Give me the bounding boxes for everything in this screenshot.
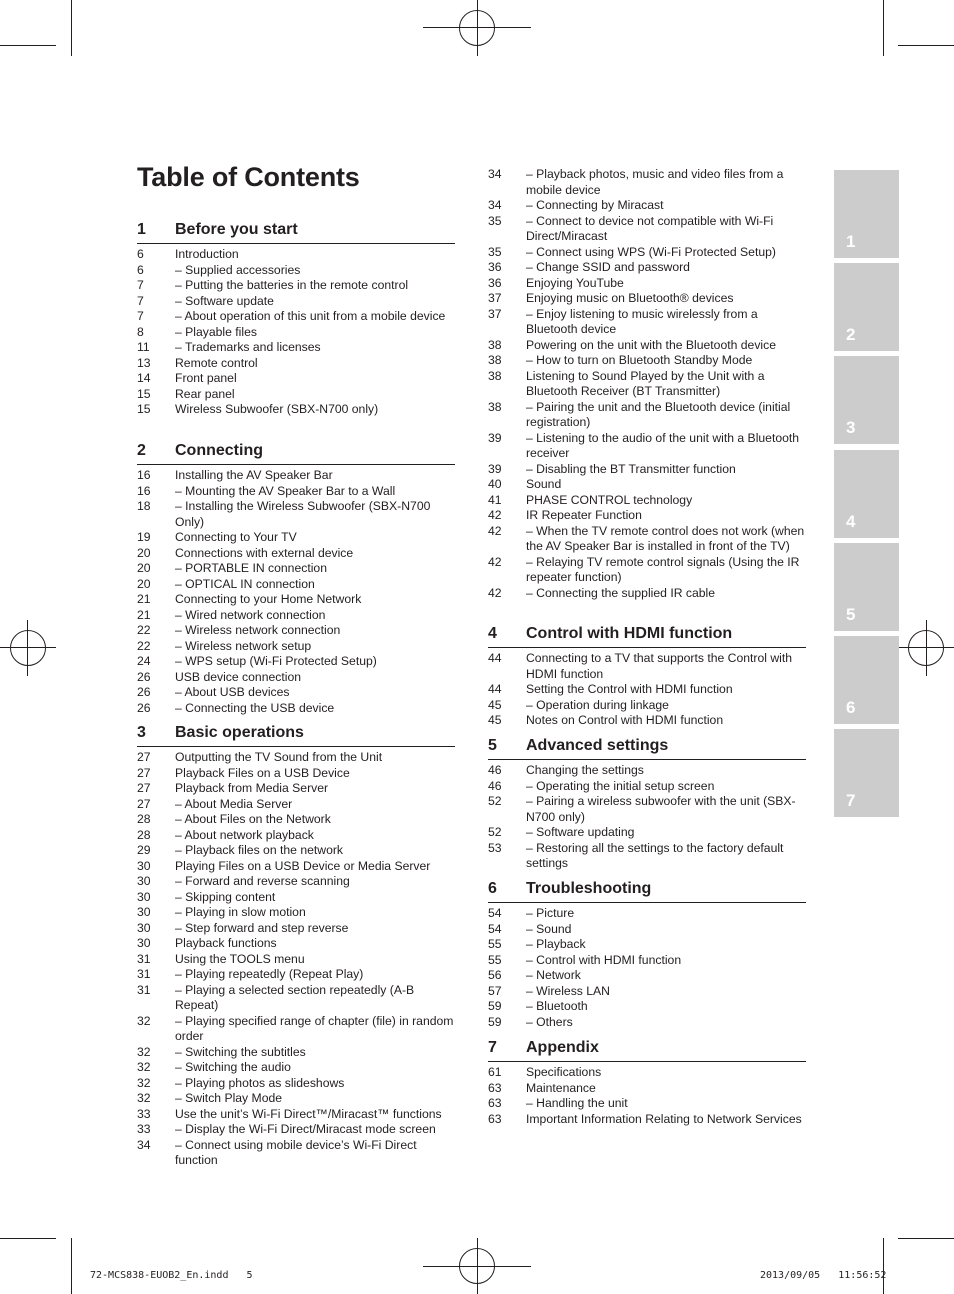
entry-text: Enjoying YouTube bbox=[526, 275, 624, 290]
entry-text: – Picture bbox=[526, 906, 575, 920]
entry-page-number: 57 bbox=[488, 983, 502, 998]
entry-text: – Connecting the supplied IR cable bbox=[526, 585, 716, 600]
entry-page-number: 55 bbox=[488, 937, 502, 951]
entry-page-number: 29 bbox=[137, 843, 151, 857]
entry-text: Enjoying music on Bluetooth® devices bbox=[526, 291, 734, 305]
entry-page-number: 27 bbox=[137, 781, 151, 795]
entry-page-number: 16 bbox=[137, 483, 151, 498]
entry-text: – Listening to the audio of the unit with a Bluetooth receiver bbox=[526, 430, 800, 460]
entry-page-number: 32 bbox=[137, 1075, 151, 1090]
entry-text: – Playing photos as slideshows bbox=[175, 1075, 345, 1090]
entry-page-number: 30 bbox=[137, 920, 151, 935]
section-heading bbox=[137, 442, 455, 465]
entry-text: – Pairing the unit and the Bluetooth device (initial registration) bbox=[526, 399, 791, 429]
entry-text: – Relaying TV remote control signals (Using the IR repeater function) bbox=[526, 554, 800, 584]
entry-text: – Connecting by Miracast bbox=[526, 198, 664, 212]
entry-text: – Operation during linkage bbox=[526, 697, 669, 712]
entry-page-number: 54 bbox=[488, 921, 502, 936]
entry-page-number: 21 bbox=[137, 607, 151, 622]
section-title: Troubleshooting bbox=[526, 880, 652, 897]
entry-text: Important Information Relating to Network Services bbox=[526, 1111, 802, 1126]
entry-text: – Software updating bbox=[526, 825, 635, 839]
section-number: 2 bbox=[137, 442, 146, 459]
entry-text: – Enjoy listening to music wirelessly from a Bluetooth device bbox=[526, 306, 758, 336]
entry-text: PHASE CONTROL technology bbox=[526, 492, 693, 507]
chapter-tab-4[interactable] bbox=[834, 450, 899, 538]
entry-text: – Playback bbox=[526, 937, 586, 951]
entry-page-number: 32 bbox=[137, 1013, 151, 1028]
chapter-tab-number: 3 bbox=[846, 418, 856, 437]
entry-page-number: 33 bbox=[137, 1106, 151, 1121]
entry-text: – Supplied accessories bbox=[175, 262, 301, 277]
entry-page-number: 6 bbox=[137, 247, 144, 261]
entry-page-number: 35 bbox=[488, 244, 502, 259]
entry-page-number: 36 bbox=[488, 260, 502, 274]
entry-page-number: 7 bbox=[137, 293, 144, 308]
entry-page-number: 22 bbox=[137, 623, 151, 637]
entry-page-number: 42 bbox=[488, 523, 502, 538]
entry-text: – Connect to device not compatible with Wi-Fi Direct/Miracast bbox=[526, 213, 774, 243]
entry-text: Specifications bbox=[526, 1065, 602, 1079]
entry-page-number: 31 bbox=[137, 967, 151, 981]
entry-text: – Connect using mobile device’s Wi-Fi Direct function bbox=[175, 1137, 417, 1167]
entry-text: – How to turn on Bluetooth Standby Mode bbox=[526, 353, 753, 367]
entry-page-number: 39 bbox=[488, 461, 502, 476]
entry-text: – Others bbox=[526, 1014, 573, 1029]
entry-text: – Playable files bbox=[175, 324, 257, 339]
entry-text: – Trademarks and licenses bbox=[175, 340, 321, 354]
chapter-tab-number: 7 bbox=[846, 791, 856, 810]
entry-page-number: 63 bbox=[488, 1111, 502, 1126]
entry-text: Setting the Control with HDMI function bbox=[526, 682, 733, 696]
section-heading bbox=[488, 625, 806, 648]
chapter-tab-number: 2 bbox=[846, 325, 856, 344]
entry-page-number: 52 bbox=[488, 825, 502, 839]
entry-text: Connecting to Your TV bbox=[175, 530, 297, 544]
section-number: 1 bbox=[137, 221, 146, 238]
entry-text: – About USB devices bbox=[175, 685, 290, 699]
entry-page-number: 27 bbox=[137, 765, 151, 780]
entry-text: – Switch Play Mode bbox=[175, 1091, 283, 1105]
entry-text: – Skipping content bbox=[175, 889, 276, 904]
entry-text: – About Media Server bbox=[175, 796, 293, 811]
entry-page-number: 45 bbox=[488, 713, 502, 727]
entry-text: Playback functions bbox=[175, 936, 277, 950]
entry-page-number: 46 bbox=[488, 778, 502, 793]
chapter-tab-number: 1 bbox=[846, 232, 856, 251]
entry-text: Wireless Subwoofer (SBX-N700 only) bbox=[175, 402, 379, 416]
entry-text: – Playback files on the network bbox=[175, 843, 344, 857]
section-number: 4 bbox=[488, 625, 497, 642]
entry-page-number: 37 bbox=[488, 306, 502, 321]
section-title: Advanced settings bbox=[526, 737, 669, 754]
section-heading bbox=[488, 880, 806, 903]
entry-text: – Wireless network connection bbox=[175, 623, 341, 637]
section-title: Basic operations bbox=[175, 724, 304, 741]
section-heading bbox=[488, 737, 806, 760]
entry-page-number: 27 bbox=[137, 796, 151, 811]
entry-page-number: 44 bbox=[488, 651, 502, 665]
section-title: Connecting bbox=[175, 442, 263, 459]
entry-text: – Switching the audio bbox=[175, 1060, 291, 1074]
entry-text: Installing the AV Speaker Bar bbox=[175, 468, 333, 482]
entry-page-number: 26 bbox=[137, 700, 151, 715]
entry-text: – Software update bbox=[175, 293, 274, 308]
entry-page-number: 42 bbox=[488, 554, 502, 569]
entry-page-number: 55 bbox=[488, 952, 502, 967]
entry-text: Powering on the unit with the Bluetooth device bbox=[526, 337, 777, 352]
entry-text: – Playing specified range of chapter (file) in random order bbox=[175, 1013, 454, 1043]
entry-text: – WPS setup (Wi-Fi Protected Setup) bbox=[175, 654, 377, 668]
entry-page-number: 41 bbox=[488, 492, 502, 507]
entry-page-number: 33 bbox=[137, 1122, 151, 1136]
entry-page-number: 20 bbox=[137, 545, 151, 560]
entry-text: – Restoring all the settings to the factory default settings bbox=[526, 840, 784, 870]
entry-page-number: 30 bbox=[137, 905, 151, 919]
entry-page-number: 15 bbox=[137, 386, 151, 401]
entry-text: – Playing a selected section repeatedly (A-B Repeat) bbox=[175, 982, 415, 1012]
entry-page-number: 15 bbox=[137, 402, 151, 416]
entry-text: Use the unit’s Wi-Fi Direct™/Miracast™ functions bbox=[175, 1106, 442, 1121]
chapter-tab-number: 6 bbox=[846, 698, 856, 717]
entry-text: – Network bbox=[526, 968, 581, 982]
entry-text: Front panel bbox=[175, 371, 237, 385]
entry-page-number: 7 bbox=[137, 309, 144, 323]
chapter-tab-3[interactable] bbox=[834, 356, 899, 444]
entry-text: Connecting to your Home Network bbox=[175, 592, 362, 606]
entry-text: Listening to Sound Played by the Unit with a Bluetooth Receiver (BT Transmitter) bbox=[526, 368, 765, 398]
entry-text: Maintenance bbox=[526, 1080, 596, 1095]
entry-text: – OPTICAL IN connection bbox=[175, 576, 315, 591]
entry-text: – Sound bbox=[526, 921, 572, 936]
entry-text: Rear panel bbox=[175, 386, 235, 401]
entry-page-number: 21 bbox=[137, 592, 151, 606]
entry-text: – Step forward and step reverse bbox=[175, 920, 349, 935]
entry-page-number: 44 bbox=[488, 682, 502, 696]
chapter-tab-6[interactable] bbox=[834, 636, 899, 724]
entry-page-number: 42 bbox=[488, 585, 502, 600]
entry-text: Notes on Control with HDMI function bbox=[526, 713, 724, 727]
entry-page-number: 30 bbox=[137, 858, 151, 873]
section-number: 5 bbox=[488, 737, 497, 754]
entry-text: Introduction bbox=[175, 247, 239, 261]
entry-page-number: 22 bbox=[137, 638, 151, 653]
section-heading bbox=[137, 221, 455, 244]
entry-text: Remote control bbox=[175, 355, 258, 370]
slug-filename: 72-MCS838-EUOB2_En.indd 5 bbox=[90, 1270, 253, 1281]
entry-text: – Putting the batteries in the remote control bbox=[175, 278, 409, 292]
chapter-tab-5[interactable] bbox=[834, 543, 899, 631]
entry-page-number: 54 bbox=[488, 906, 502, 920]
entry-page-number: 11 bbox=[137, 340, 150, 354]
chapter-tab-2[interactable] bbox=[834, 263, 899, 351]
entry-page-number: 20 bbox=[137, 576, 151, 591]
entry-page-number: 39 bbox=[488, 430, 502, 445]
entry-text: Changing the settings bbox=[526, 763, 644, 777]
entry-page-number: 34 bbox=[137, 1137, 151, 1152]
entry-text: – Playing in slow motion bbox=[175, 905, 306, 919]
entry-text: – About network playback bbox=[175, 827, 314, 842]
entry-text: Connecting to a TV that supports the Control with HDMI function bbox=[526, 651, 793, 681]
entry-text: – Disabling the BT Transmitter function bbox=[526, 461, 736, 476]
chapter-tab-7[interactable] bbox=[834, 729, 899, 817]
entry-page-number: 20 bbox=[137, 561, 151, 575]
entry-text: – About operation of this unit from a mobile device bbox=[175, 309, 446, 323]
section-number: 7 bbox=[488, 1039, 497, 1056]
entry-text: Playing Files on a USB Device or Media Server bbox=[175, 858, 431, 873]
chapter-tab-number: 4 bbox=[846, 512, 856, 531]
entry-text: – Playback photos, music and video files from a mobile device bbox=[526, 167, 784, 197]
entry-page-number: 46 bbox=[488, 763, 502, 777]
entry-page-number: 38 bbox=[488, 353, 502, 367]
entry-page-number: 38 bbox=[488, 399, 502, 414]
entry-page-number: 24 bbox=[137, 654, 151, 668]
entry-text: – Operating the initial setup screen bbox=[526, 778, 715, 793]
entry-page-number: 19 bbox=[137, 530, 151, 544]
entry-text: Sound bbox=[526, 477, 562, 491]
entry-text: – Playing repeatedly (Repeat Play) bbox=[175, 967, 364, 981]
entry-text: Playback Files on a USB Device bbox=[175, 765, 350, 780]
section-heading bbox=[137, 724, 455, 747]
entry-page-number: 52 bbox=[488, 794, 502, 808]
entry-page-number: 63 bbox=[488, 1096, 502, 1110]
entry-text: – About Files on the Network bbox=[175, 812, 331, 826]
page-title: Table of Contents bbox=[137, 162, 360, 192]
entry-page-number: 32 bbox=[137, 1044, 151, 1059]
entry-page-number: 27 bbox=[137, 750, 151, 764]
entry-text: – Change SSID and password bbox=[526, 260, 690, 274]
chapter-tab-1[interactable] bbox=[834, 170, 899, 258]
entry-page-number: 13 bbox=[137, 355, 151, 370]
entry-text: – Handling the unit bbox=[526, 1096, 628, 1110]
entry-text: – Wired network connection bbox=[175, 607, 326, 622]
section-title: Control with HDMI function bbox=[526, 625, 733, 642]
entry-text: Using the TOOLS menu bbox=[175, 951, 305, 966]
entry-page-number: 26 bbox=[137, 669, 151, 684]
entry-text: Playback from Media Server bbox=[175, 781, 329, 795]
entry-page-number: 18 bbox=[137, 499, 151, 513]
entry-page-number: 42 bbox=[488, 508, 502, 522]
entry-text: – Control with HDMI function bbox=[526, 952, 682, 967]
entry-text: – Wireless network setup bbox=[175, 638, 312, 653]
entry-page-number: 34 bbox=[488, 167, 502, 181]
entry-text: – Pairing a wireless subwoofer with the unit (SBX-N700 only) bbox=[526, 794, 796, 824]
entry-text: – Forward and reverse scanning bbox=[175, 874, 350, 888]
entry-page-number: 28 bbox=[137, 827, 151, 842]
entry-text: – PORTABLE IN connection bbox=[175, 561, 327, 575]
section-number: 6 bbox=[488, 880, 497, 897]
entry-page-number: 59 bbox=[488, 1014, 502, 1029]
entry-page-number: 63 bbox=[488, 1080, 502, 1095]
entry-text: – Bluetooth bbox=[526, 999, 588, 1013]
entry-text: – Display the Wi-Fi Direct/Miracast mode screen bbox=[175, 1122, 436, 1136]
entry-page-number: 14 bbox=[137, 371, 151, 385]
entry-text: Connections with external device bbox=[175, 545, 354, 560]
entry-page-number: 36 bbox=[488, 275, 502, 290]
entry-page-number: 6 bbox=[137, 262, 144, 277]
entry-page-number: 32 bbox=[137, 1091, 151, 1105]
entry-page-number: 7 bbox=[137, 278, 144, 292]
entry-page-number: 37 bbox=[488, 291, 502, 305]
slug-timestamp: 2013/09/05 11:56:52 bbox=[760, 1270, 887, 1281]
entry-page-number: 30 bbox=[137, 936, 151, 950]
entry-text: Outputting the TV Sound from the Unit bbox=[175, 750, 383, 764]
section-number: 3 bbox=[137, 724, 146, 741]
entry-page-number: 61 bbox=[488, 1065, 502, 1079]
entry-text: – Connecting the USB device bbox=[175, 700, 335, 715]
chapter-tab-number: 5 bbox=[846, 605, 856, 624]
entry-page-number: 31 bbox=[137, 982, 151, 997]
entry-page-number: 40 bbox=[488, 477, 502, 491]
entry-text: USB device connection bbox=[175, 669, 302, 684]
entry-text: – Installing the Wireless Subwoofer (SBX-N700 Only) bbox=[175, 499, 431, 529]
entry-page-number: 30 bbox=[137, 874, 151, 888]
section-title: Appendix bbox=[526, 1039, 599, 1056]
entry-page-number: 35 bbox=[488, 213, 502, 228]
entry-page-number: 45 bbox=[488, 697, 502, 712]
section-title: Before you start bbox=[175, 221, 298, 238]
entry-page-number: 16 bbox=[137, 468, 151, 482]
entry-text: – When the TV remote control does not work (when the AV Speaker Bar is installed in front of the TV) bbox=[526, 523, 805, 553]
entry-text: IR Repeater Function bbox=[526, 508, 642, 522]
entry-text: – Connect using WPS (Wi-Fi Protected Setup) bbox=[526, 244, 776, 259]
entry-page-number: 53 bbox=[488, 840, 502, 855]
entry-page-number: 34 bbox=[488, 198, 502, 212]
entry-page-number: 8 bbox=[137, 324, 144, 339]
entry-text: – Wireless LAN bbox=[526, 983, 610, 998]
entry-text: – Mounting the AV Speaker Bar to a Wall bbox=[175, 483, 396, 498]
entry-page-number: 56 bbox=[488, 968, 502, 982]
entry-text: – Switching the subtitles bbox=[175, 1044, 306, 1059]
entry-page-number: 31 bbox=[137, 951, 151, 966]
section-heading bbox=[488, 1039, 806, 1062]
entry-page-number: 38 bbox=[488, 337, 502, 352]
entry-page-number: 26 bbox=[137, 685, 151, 699]
entry-page-number: 32 bbox=[137, 1060, 151, 1074]
entry-page-number: 30 bbox=[137, 889, 151, 904]
entry-page-number: 59 bbox=[488, 999, 502, 1013]
entry-page-number: 28 bbox=[137, 812, 151, 826]
entry-page-number: 38 bbox=[488, 368, 502, 383]
